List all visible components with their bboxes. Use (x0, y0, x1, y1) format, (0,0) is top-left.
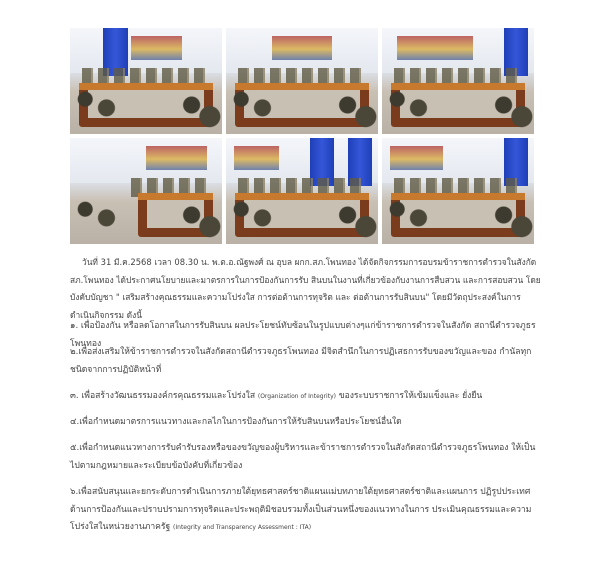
objective-3-text: ๓. เพื่อสร้างวัฒนธรรมองค์กรคุณธรรมและโปร่งใส (70, 391, 256, 401)
objective-6 (70, 484, 542, 537)
meeting-photo-6 (382, 138, 534, 244)
objective-5: ๕.เพื่อกำหนดแนวทางการรับคำรับรองหรือของขวัญของผู้บริหารและข้าราชการตำรวจในสังกัดสถานีตำรวจภูธรโพนทอง ให้เป็นไปตามกฎหมายและระเบียบข้อบังคับที่เกี่ยวข้อง (70, 443, 536, 471)
meeting-photo-5 (226, 138, 378, 244)
intro-paragraph: วันที่ 31 มี.ค.2568 เวลา 08.30 น. พ.ต.อ.ณัฐพงศ์ ณ อุบล ผกก.สภ.โพนทอง ได้จัดกิจกรรมการอบรมข้าราชการตำรวจในสังกัด สภ.โพนทอง ได้ประกาศนโยบายและมาตรการในการป้องกันการรับ สินบนในงานที่เกี่ยวข้องกับงานการสืบสวน และการสอบสวน โดยบังคับบัญชา " เสริมสร้างคุณธรรมและความโปร่งใส การต่อต้านการทุจริต และ ต่อต้านการรับสินบน" โดยมีวัตถุประสงค์ในการดำเนินกิจกรรม ดังนี้ (70, 257, 541, 320)
objective-4: ๔.เพื่อกำหนดมาตรการแนวทางและกลไกในการป้องกันการให้รับสินบนหรือประโยชน์อื่นใด (70, 417, 402, 427)
objective-6-english: (Integrity and Transparency Assessment : ITA) (173, 524, 312, 532)
objective-2: ๒.เพื่อส่งเสริมให้ข้าราชการตำรวจในสังกัดสถานีตำรวจภูธรโพนทอง มีจิตสำนึกในการปฏิเสธการรับของขวัญและของ กำนัลทุกชนิดจากการปฏิบัติหน้าที่ (70, 347, 532, 375)
objective-3-english: (Organization of Integrity) (257, 393, 336, 400)
photo-collage (70, 28, 534, 244)
meeting-photo-4 (70, 138, 222, 244)
objective-3 (70, 388, 542, 406)
meeting-photo-2 (226, 28, 378, 134)
objective-3-tail: ของระบบราชการให้เข้มแข็งและ ยั่งยืน (335, 391, 483, 401)
objective-1: ๑. เพื่อป้องกัน หรือลดโอกาสในการรับสินบน ผลประโยชน์ทับซ้อนในรูปแบบต่างๆแก่ข้าราชการตำรวจในสังกัด สถานีตำรวจภูธรโพนทอง (70, 321, 536, 349)
meeting-photo-3 (382, 28, 534, 134)
objective-6-text: ๖.เพื่อสนับสนุนและยกระดับการดำเนินการภายใต้ยุทธศาสตร์ชาติแผนแม่บทภายใต้ยุทธศาสตร์ชาติและแผนการ ปฏิรูปประเทศด้านการป้องกันและปราบปรามการทุจริตและประพฤติมิชอบรวมทั้งเป็นส่วนหนึ่งของแนวทางในการ ประเมินคุณธรรมและความโปร่งใสในหน่วยงานภาครัฐ (70, 487, 532, 533)
meeting-photo-1 (70, 28, 222, 134)
